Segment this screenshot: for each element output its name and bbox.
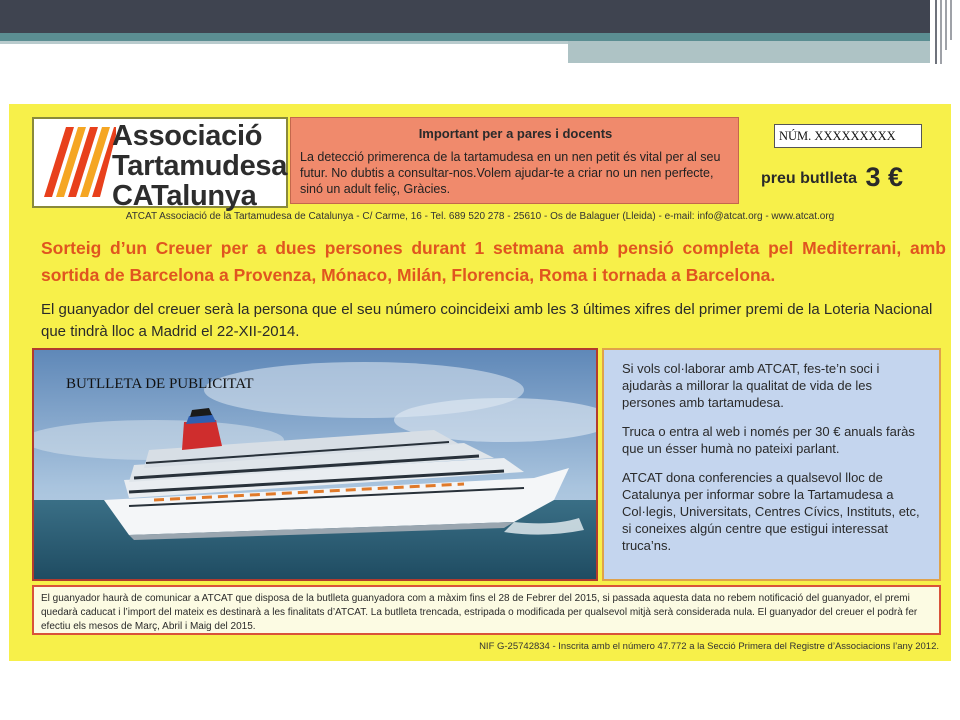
- winner-conditions: El guanyador haurà de comunicar a ATCAT que disposa de la butlleta guanyadora com a màxim fins el 28 de Febrer del 2015, si passada aquesta data no rebem notificació del guanyador, el premi quedarà caducat i l’import del mateix es destinarà a les finalitats d’ATCAT. La butlleta trencada, estripada o modificada per qualsevol mitjà serà considerada nula. El guanyador del creuer el podrà fer efectiu els mesos de Març, Abril i Maig del 2015.: [32, 585, 941, 635]
- logo-line-2: Tartamudesa: [112, 150, 288, 182]
- slide-title-bar: [0, 0, 930, 33]
- price-amount: 3 €: [865, 162, 904, 192]
- logo-line-1: Associació: [112, 120, 263, 152]
- parents-teachers-notice: [290, 117, 739, 204]
- publicity-label: BUTLLETA DE PUBLICITAT: [66, 376, 254, 392]
- notice-body: La detecció primerenca de la tartamudesa en un nen petit és vital per al seu futur. No dubtis a consultar-nos.Volem ajudar-te a criar no un nen perfecte, sinó un adult feliç, Gràcies.: [300, 150, 721, 196]
- ticket-price: [761, 162, 941, 193]
- logo-line-3: CATalunya: [112, 180, 257, 212]
- conferences-text: ATCAT dona conferencies a qualsevol lloc de Catalunya per informar sobre la Tartamudesa a Col·legis, Universitats, Centres Cívics, Instituts, etc, si coneixes algún centre que estigui interessat truca’ns.: [622, 470, 920, 553]
- membership-text: Si vols col·laborar amb ATCAT, fes-te’n soci i ajudaràs a millorar la qualitat de vida de les persones amb tartamudesa.: [622, 361, 880, 410]
- raffle-ticket: [9, 104, 951, 661]
- corner-decoration: [932, 0, 958, 64]
- registration-info: NIF G-25742834 - Inscrita amb el número 47.772 a la Secció Primera del Registre d’Associacions l’any 2012.: [479, 641, 939, 652]
- ticket-number: NÚM. XXXXXXXXX: [774, 124, 922, 148]
- price-label: preu butlleta: [761, 170, 858, 187]
- logo-text: [112, 121, 287, 211]
- notice-title: Important per a pares i docents: [418, 126, 613, 141]
- cruise-ship-photo: [32, 348, 598, 581]
- raffle-headline: Sorteig d’un Creuer per a dues persones durant 1 setmana amb pensió completa pel Mediterrani, amb sortida de Barcelona a Provenza, Mónaco, Milán, Florencia, Roma i tornada a Barcelona.: [41, 238, 946, 285]
- catalan-stripes-icon: [44, 125, 116, 199]
- contact-address: ATCAT Associació de la Tartamudesa de Catalunya - C/ Carme, 16 - Tel. 689 520 278 - 25610 - Os de Balaguer (Lleida) - e-mail: info@atcat.org - www.atcat.org: [125, 211, 835, 222]
- raffle-rules-intro: El guanyador del creuer serà la persona que el seu número coincideixi amb les 3 últimes xifres del primer premi de la Loteria Nacional que tindrà lloc a Madrid el 22-XII-2014.: [41, 301, 933, 340]
- fee-text: Truca o entra al web i només per 30 € anuals faràs que un ésser humà no pateixi parlant.: [622, 424, 915, 456]
- slide-accent-block: [568, 41, 930, 63]
- slide-accent-bar: [0, 33, 930, 41]
- association-logo: [32, 117, 288, 212]
- membership-info-box: [602, 348, 941, 581]
